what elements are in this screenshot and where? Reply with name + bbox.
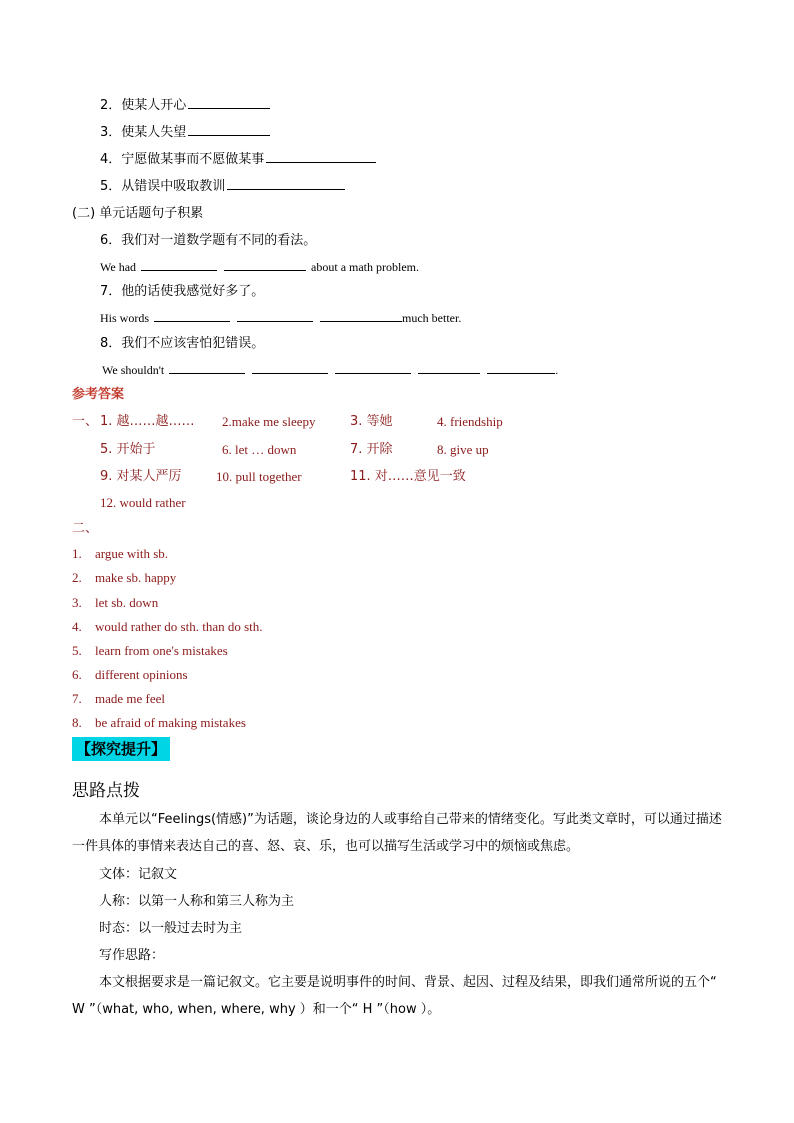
sentence-6-en — [100, 258, 419, 276]
part2-answer: let sb. down — [95, 595, 159, 610]
answer-blank — [418, 361, 480, 374]
vocab-item — [100, 123, 272, 142]
part2-answer: make sb. happy — [95, 570, 177, 585]
vocab-item — [100, 177, 347, 196]
answer-blank — [266, 150, 376, 163]
answer-item: 12. would rather — [100, 495, 186, 510]
explore-tag: 【探究提升】 — [72, 737, 170, 761]
sentence-text: His words — [100, 311, 150, 325]
vocab-item — [100, 150, 378, 169]
answer-blank — [154, 309, 230, 322]
answer-blank — [141, 258, 217, 271]
answer-item: 3. 等她 — [350, 414, 393, 429]
answer-item: 9. 对某人严厉 — [100, 469, 182, 484]
answer-item: 6. let … down — [222, 442, 297, 457]
answer-blank — [320, 309, 402, 322]
part2-num: 6. — [72, 667, 82, 682]
guide-title: 思路点拨 — [72, 781, 140, 801]
sentence-7-cn: 7．他的话使我感觉好多了。 — [100, 284, 265, 299]
sentence-8-cn: 8．我们不应该害怕犯错误。 — [100, 336, 265, 351]
person-line: 人称：以第一人称和第三人称为主 — [99, 894, 295, 909]
part2-num: 8. — [72, 715, 82, 730]
tense-line: 时态：以一般过去时为主 — [99, 921, 243, 936]
section-title: (二) 单元话题句子积累 — [72, 206, 204, 221]
part2-num: 2. — [72, 570, 82, 585]
part2-num: 1. — [72, 546, 82, 561]
part2-answer: learn from one's mistakes — [95, 643, 228, 658]
part2-answer: different opinions — [95, 667, 188, 682]
answer-blank — [237, 309, 313, 322]
part2-answer: made me feel — [95, 691, 166, 706]
answer-item: 8. give up — [437, 442, 489, 457]
answer-blank — [252, 361, 328, 374]
answer-item: 10. pull together — [216, 469, 302, 484]
sentence-8-en — [102, 361, 558, 379]
answer-blank — [188, 96, 270, 109]
answer-blank — [487, 361, 555, 374]
part1-label: 一、 — [72, 414, 99, 429]
part2-num: 7. — [72, 691, 82, 706]
answer-item: 2.make me sleepy — [222, 414, 316, 429]
sentence-6-cn: 6．我们对一道数学题有不同的看法。 — [100, 233, 317, 248]
answer-item: 5. 开始于 — [100, 442, 156, 457]
vocab-item-text: 2．使某人开心 — [100, 98, 187, 113]
ideas-label: 写作思路： — [99, 948, 165, 963]
answer-item: 11. 对……意见一致 — [350, 469, 466, 484]
ideas-paragraph: 本文根据要求是一篇记叙文。它主要是说明事件的时间、背景、起因、过程及结果，即我们通常所说的五个“ W ”（what, who, when, where, why ）和一个“ H ”（how ）。 — [72, 975, 717, 1017]
answer-blank — [188, 123, 270, 136]
part2-answer: be afraid of making mistakes — [95, 715, 246, 730]
answer-item: 1. 越……越…… — [100, 414, 195, 429]
sentence-text: about a math problem. — [311, 260, 420, 274]
answer-blank — [227, 177, 345, 190]
style-line: 文体：记叙文 — [99, 867, 178, 882]
answer-blank — [335, 361, 411, 374]
answer-item: 7. 开除 — [350, 442, 393, 457]
vocab-item-text: 5．从错误中吸取教训 — [100, 179, 226, 194]
sentence-text: We had — [100, 260, 137, 274]
answer-blank — [169, 361, 245, 374]
part2-num: 5. — [72, 643, 82, 658]
part2-label: 二、 — [72, 521, 99, 536]
sentence-text: . — [555, 363, 559, 377]
part2-answer: argue with sb. — [95, 546, 169, 561]
sentence-text: much better. — [402, 311, 462, 325]
vocab-item-text: 3．使某人失望 — [100, 125, 187, 140]
part2-answer: would rather do sth. than do sth. — [95, 619, 263, 634]
part2-num: 4. — [72, 619, 82, 634]
part2-num: 3. — [72, 595, 82, 610]
answer-item: 4. friendship — [437, 414, 503, 429]
vocab-item — [100, 96, 272, 115]
vocab-item-text: 4．宁愿做某事而不愿做某事 — [100, 152, 265, 167]
answer-blank — [224, 258, 306, 271]
answer-key-title: 参考答案 — [72, 387, 125, 402]
sentence-text: We shouldn't — [102, 363, 165, 377]
sentence-7-en — [100, 309, 461, 327]
guide-paragraph: 本单元以“Feelings(情感)”为话题，谈论身边的人或事给自己带来的情绪变化。写此类文章时，可以通过描述一件具体的事情来表达自己的喜、怒、哀、乐，也可以描写生活或学习中的烦恼或焦虑。 — [72, 812, 722, 854]
